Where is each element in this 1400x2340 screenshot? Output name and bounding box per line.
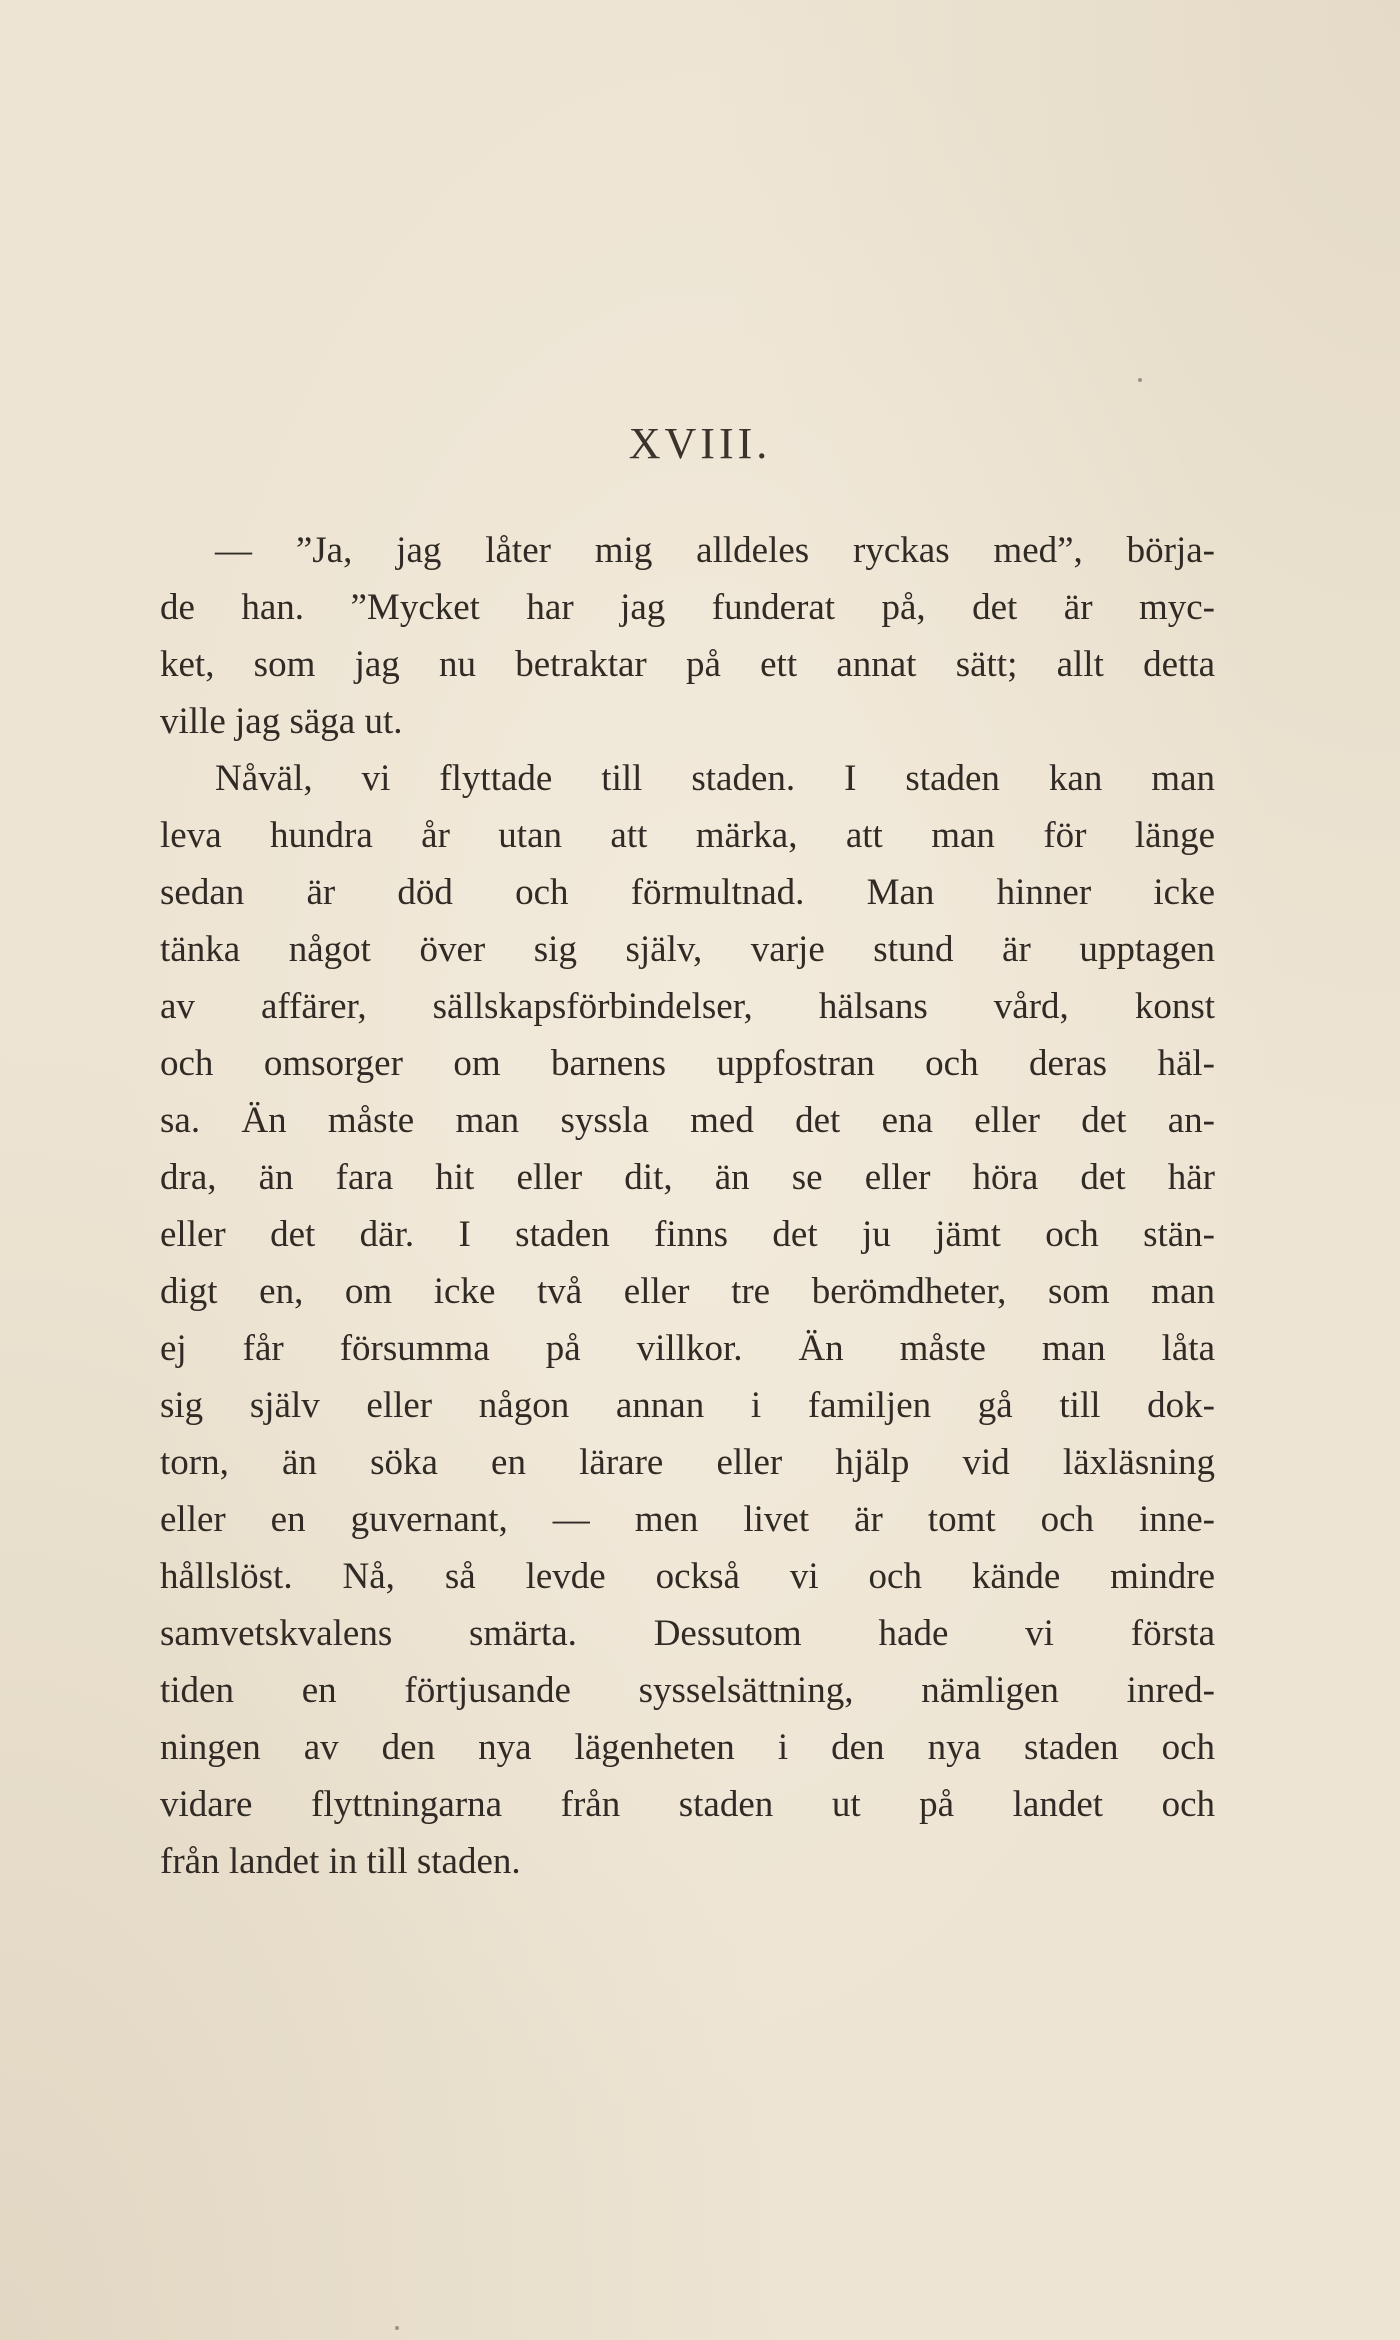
chapter-heading: XVIII. [628,419,772,468]
text-line: eller en guvernant, — men livet är tomt och inne- [160,1499,1215,1540]
text-line: torn, än söka en lärare eller hjälp vid läxläsning [160,1442,1215,1483]
chapter-body-text [160,522,1215,1890]
text-line: digt en, om icke två eller tre berömdheter, som man [160,1271,1215,1312]
text-line: hållslöst. Nå, så levde också vi och kände mindre [160,1556,1215,1597]
text-line: vidare flyttningarna från staden ut på landet och [160,1784,1215,1825]
text-line: dra, än fara hit eller dit, än se eller höra det här [160,1157,1215,1198]
text-line: ningen av den nya lägenheten i den nya staden och [160,1727,1215,1768]
text-line: från landet in till staden. [160,1841,521,1882]
text-line: ket, som jag nu betraktar på ett annat sätt; allt detta [160,644,1215,685]
text-line: de han. ”Mycket har jag funderat på, det är myc- [160,587,1215,628]
paper-speck [395,2326,399,2330]
text-line: samvetskvalens smärta. Dessutom hade vi första [160,1613,1215,1654]
text-line: ej får försumma på villkor. Än måste man låta [160,1328,1215,1369]
text-line: av affärer, sällskapsförbindelser, hälsans vård, konst [160,986,1215,1027]
text-line: sa. Än måste man syssla med det ena eller det an- [160,1100,1215,1141]
text-line: ville jag säga ut. [160,701,403,742]
text-line: sig själv eller någon annan i familjen gå till dok- [160,1385,1215,1426]
text-line: leva hundra år utan att märka, att man för länge [160,815,1215,856]
text-line: Nåväl, vi flyttade till staden. I staden kan man [215,758,1215,799]
text-line: tiden en förtjusande sysselsättning, nämligen inred- [160,1670,1215,1711]
text-line: tänka något över sig själv, varje stund är upptagen [160,929,1215,970]
paper-speck [1138,378,1142,382]
text-line: eller det där. I staden finns det ju jämt och stän- [160,1214,1215,1255]
text-line: sedan är död och förmultnad. Man hinner icke [160,872,1215,913]
text-line: — ”Ja, jag låter mig alldeles ryckas med”, börja- [215,530,1215,571]
text-line: och omsorger om barnens uppfostran och deras häl- [160,1043,1215,1084]
